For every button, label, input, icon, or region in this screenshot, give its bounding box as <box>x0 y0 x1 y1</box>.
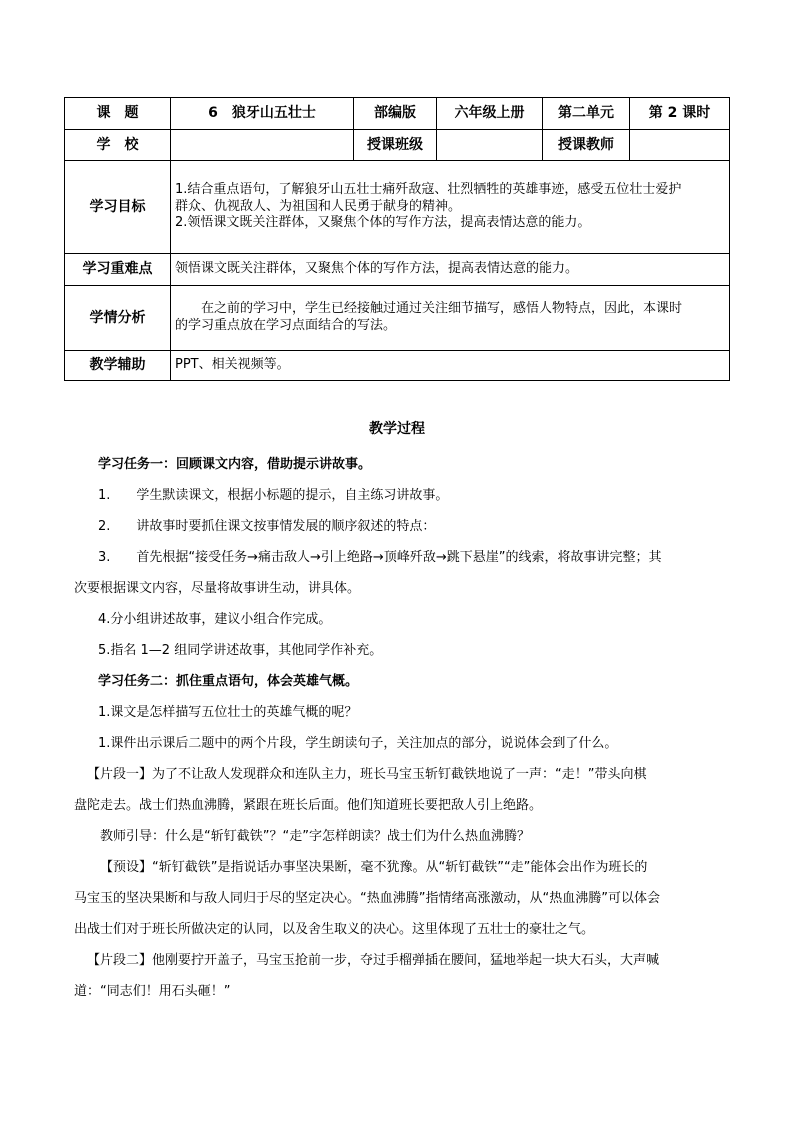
key-points-text: 领悟课文既关注群体，又聚焦个体的写作方法，提高表情达意的能力。 <box>171 254 730 286</box>
goal-line-3: 2.领悟课文既关注群体，又聚焦个体的写作方法，提高表情达意的能力。 <box>175 215 591 231</box>
preset-line-1: 【预设】“斩钉截铁”是指说话办事坚决果断，毫不犹豫。从“斩钉截铁”“走”能体会出作为班长的 <box>100 860 648 875</box>
class-label: 授课班级 <box>354 130 437 161</box>
goals-content <box>171 161 730 254</box>
analysis-line-2: 的学习重点放在学习点面结合的写法。 <box>175 318 397 333</box>
goal-line-1: 1.结合重点语句，了解狼牙山五壮士痛歼敌寇、壮烈牺牲的英雄事迹，感受五位壮士爱护 <box>175 181 682 197</box>
segment-2-line-2: 道：“同志们！用石头砸！” <box>74 984 231 999</box>
segment-1-line-2: 盘陀走去。战士们热血沸腾，紧跟在班长后面。他们知道班长要把敌人引上绝路。 <box>74 798 543 813</box>
unit-cell: 第二单元 <box>543 98 630 130</box>
task-1-step-3a: 3. 首先根据“接受任务→痛击敌人→引上绝路→顶峰歼敌→跳下悬崖”的线索，将故事讲完整；其 <box>98 550 662 565</box>
edition-cell: 部编版 <box>354 98 437 130</box>
lesson-title: 6 狼牙山五壮士 <box>171 98 354 130</box>
aids-label: 教学辅助 <box>65 351 171 381</box>
table-row-title <box>65 98 730 130</box>
task-1-step-3b: 次要根据课文内容，尽量将故事讲生动，讲具体。 <box>74 581 361 596</box>
preset-line-2: 马宝玉的坚决果断和与敌人同归于尽的坚定决心。“热血沸腾”指情绪高涨激动，从“热血沸腾”可以体会 <box>74 891 660 906</box>
school-label: 学 校 <box>65 130 171 161</box>
process-title: 教学过程 <box>369 421 425 437</box>
aids-text: PPT、相关视频等。 <box>171 351 730 381</box>
task-2-step-1: 1.课文是怎样描写五位壮士的英雄气概的呢？ <box>98 705 358 720</box>
task-1-step-2: 2. 讲故事时要抓住课文按事情发展的顺序叙述的特点： <box>98 519 436 534</box>
analysis-content <box>171 286 730 351</box>
segment-1-line-1: 【片段一】为了不让敌人发现群众和连队主力，班长马宝玉斩钉截铁地说了一声：“走！”带头向棋 <box>87 767 647 782</box>
teacher-label: 授课教师 <box>543 130 630 161</box>
teacher-guide: 教师引导：什么是“斩钉截铁”？“走”字怎样朗读？战士们为什么热血沸腾？ <box>100 829 530 844</box>
teacher-value <box>630 130 730 161</box>
task-2-step-2: 1.课件出示课后二题中的两个片段，学生朗读句子，关注加点的部分，说说体会到了什么。 <box>98 736 618 751</box>
table-row-key-points <box>65 254 730 286</box>
task-1-step-1: 1. 学生默读课文，根据小标题的提示，自主练习讲故事。 <box>98 488 449 503</box>
table-row-school <box>65 130 730 161</box>
table-row-analysis <box>65 286 730 351</box>
analysis-line-1: 在之前的学习中，学生已经接触过通过关注细节描写，感悟人物特点，因此，本课时 <box>201 301 683 317</box>
segment-2-line-1: 【片段二】他刚要拧开盖子，马宝玉抢前一步，夺过手榴弹插在腰间，猛地举起一块大石头，大声喊 <box>87 953 660 968</box>
goals-label: 学习目标 <box>65 161 171 254</box>
task-1-step-4: 4.分小组讲述故事，建议小组合作完成。 <box>98 612 332 627</box>
task-1-step-5: 5.指名 1—2 组同学讲述故事，其他同学作补充。 <box>98 643 383 658</box>
process-content <box>74 449 724 1007</box>
school-value <box>171 130 354 161</box>
grade-cell: 六年级上册 <box>437 98 543 130</box>
lesson-info-table <box>64 97 730 381</box>
key-points-label: 学习重难点 <box>65 254 171 286</box>
class-value <box>437 130 543 161</box>
task-1-heading: 学习任务一：回顾课文内容，借助提示讲故事。 <box>98 457 372 472</box>
lesson-label: 课 题 <box>65 98 171 130</box>
preset-line-3: 出战士们对于班长所做决定的认同，以及舍生取义的决心。这里体现了五壮士的豪壮之气。 <box>74 922 595 937</box>
table-row-goals <box>65 161 730 254</box>
goal-line-2: 群众、仇视敌人、为祖国和人民勇于献身的精神。 <box>175 198 462 214</box>
table-row-aids <box>65 351 730 381</box>
period-cell: 第 2 课时 <box>630 98 730 130</box>
task-2-heading: 学习任务二：抓住重点语句，体会英雄气概。 <box>98 674 359 689</box>
analysis-label: 学情分析 <box>65 286 171 351</box>
